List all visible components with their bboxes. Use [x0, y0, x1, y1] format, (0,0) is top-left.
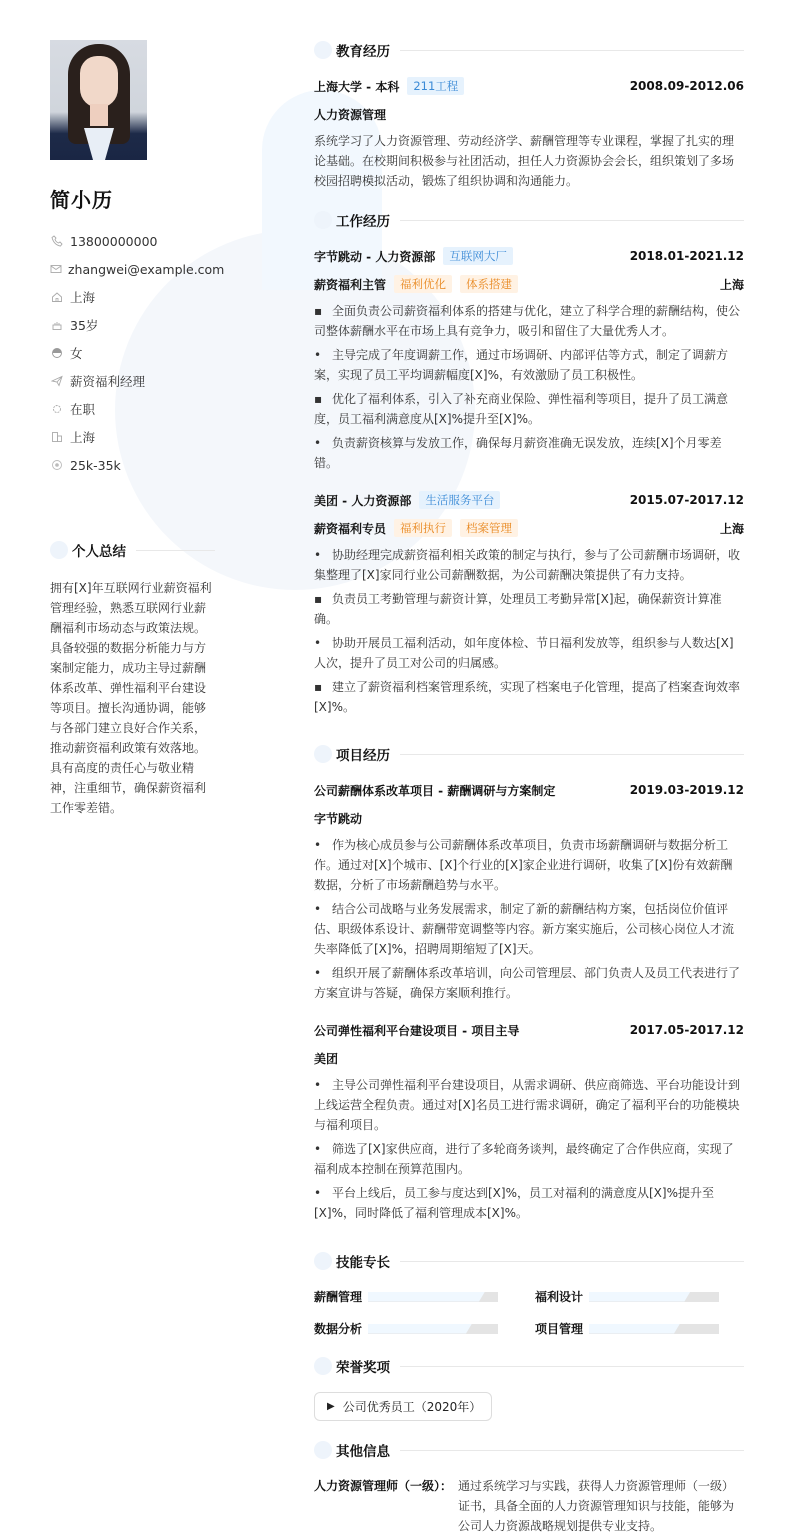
section-header-work — [314, 210, 744, 230]
list-item: • 主导完成了年度调薪工作，通过市场调研、内部评估等方式，制定了调薪方案，实现了员工平均调薪幅度[X]%，有效激励了员工积极性。 — [314, 348, 729, 382]
section-header-projects — [314, 744, 744, 764]
skill-bar — [368, 1324, 498, 1334]
section-dot-icon — [314, 41, 332, 59]
phone-icon — [50, 234, 64, 248]
skill-item — [314, 1288, 498, 1305]
skill-bar — [368, 1292, 498, 1302]
role-title: 薪资福利主管 — [314, 277, 387, 292]
award-label: 公司优秀员工（2020年） — [342, 1400, 482, 1414]
work-role-row — [314, 519, 744, 537]
summary-text: 拥有[X]年互联网行业薪资福利管理经验，熟悉互联网行业薪酬福利市场动态与政策法规。具备较强的数据分析能力与方案制定能力，成功主导过薪酬体系改革、弹性福利平台建设等项目。擅长沟通协调，能够与各部门建立良好合作关系，推动薪资福利政策有效落地。具有高度的责任心与敬业精神，注重细节，确保薪资福利工作零差错。 — [50, 581, 212, 815]
section-dot-icon — [314, 745, 332, 763]
info-status — [50, 395, 220, 423]
company-tag: 互联网大厂 — [443, 247, 513, 265]
info-phone — [50, 227, 220, 255]
list-item: ▪ 建立了薪资福利档案管理系统，实现了档案电子化管理，提高了档案查询效率[X]%。 — [314, 680, 741, 714]
section-dot-icon — [314, 1252, 332, 1270]
divider — [400, 1366, 744, 1367]
project-header — [314, 1021, 744, 1039]
work-header — [314, 491, 744, 509]
send-icon — [50, 374, 64, 388]
company-name: 字节跳动 - 人力资源部 — [314, 249, 436, 264]
divider — [400, 220, 744, 221]
section-header-education — [314, 40, 744, 60]
phone-text: 13800000000 — [70, 233, 158, 249]
skill-bar — [589, 1324, 719, 1334]
play-triangle-icon: ▶ — [327, 1401, 335, 1412]
work-bullets — [314, 301, 744, 477]
project-bullets — [314, 1075, 744, 1227]
project-org: 字节跳动 — [314, 811, 363, 826]
list-item: ▪ 优化了福利体系，引入了补充商业保险、弹性福利等项目，提升了员工满意度，员工福利满意度从[X]%提升至[X]%。 — [314, 392, 729, 426]
list-item: • 负责薪资核算与发放工作，确保每月薪资准确无误发放，连续[X]个月零差错。 — [314, 436, 722, 470]
skill-name: 数据分析 — [314, 1322, 363, 1336]
info-email — [50, 255, 225, 283]
work-bullets — [314, 545, 744, 721]
info-gender — [50, 339, 220, 367]
work-header — [314, 247, 744, 265]
divider — [400, 1450, 744, 1451]
home-city-text: 上海 — [70, 290, 96, 305]
candidate-name: 简小历 — [50, 188, 113, 212]
section-header-summary — [50, 540, 215, 560]
list-item: • 组织开展了薪酬体系改革培训，向公司管理层、部门负责人及员工代表进行了方案宣讲与答疑，确保方案顺利推行。 — [314, 966, 741, 1000]
list-item: • 协助开展员工福利活动，如年度体检、节日福利发放等，组织参与人数达[X]人次，提升了员工对公司的归属感。 — [314, 636, 734, 670]
skill-name: 福利设计 — [535, 1290, 584, 1304]
skill-bar — [589, 1292, 719, 1302]
status-text: 在职 — [70, 402, 96, 417]
company-name: 美团 - 人力资源部 — [314, 493, 412, 508]
list-item: • 结合公司战略与业务发展需求，制定了新的薪酬结构方案，包括岗位价值评估、职级体系设计、薪酬带宽调整等内容。新方案实施后，公司核心岗位人才流失率降低了[X]%，招聘周期缩短了[X]天。 — [314, 902, 735, 956]
gender-text: 女 — [70, 346, 83, 361]
skill-item — [314, 1320, 498, 1337]
major: 人力资源管理 — [314, 107, 387, 122]
email-text: zhangwei@example.com — [68, 261, 225, 277]
project-bullets — [314, 835, 744, 1007]
section-dot-icon — [314, 211, 332, 229]
gender-icon — [50, 346, 64, 360]
skill-item — [535, 1320, 719, 1337]
status-icon — [50, 402, 64, 416]
education-description: 系统学习了人力资源管理、劳动经济学、薪酬管理等专业课程，掌握了扎实的理论基础。在校期间积极参与社团活动，担任人力资源协会会长，组织策划了多场校园招聘模拟活动，锻炼了组织协调和沟通能力。 — [314, 134, 735, 188]
salary-icon — [50, 458, 64, 472]
profile-sidebar — [50, 40, 225, 479]
work-role-row — [314, 275, 744, 293]
work-date: 2015.07-2017.12 — [629, 493, 744, 507]
section-title: 其他信息 — [336, 1444, 390, 1460]
salary-text: 25k-35k — [70, 457, 121, 473]
list-item: • 主导公司弹性福利平台建设项目，从需求调研、供应商筛选、平台功能设计到上线运营全程负责。通过对[X]名员工进行需求调研，确定了福利平台的功能模块与福利项目。 — [314, 1078, 741, 1132]
target-job-text: 薪资福利经理 — [70, 374, 146, 389]
building-icon — [50, 430, 64, 444]
info-home — [50, 283, 220, 311]
project-date: 2017.05-2017.12 — [629, 1023, 744, 1037]
age-text: 35岁 — [70, 318, 99, 333]
list-item: ▪ 负责员工考勤管理与薪资计算，处理员工考勤异常[X]起，确保薪资计算准确。 — [314, 592, 722, 626]
list-item: ▪ 全面负责公司薪资福利体系的搭建与优化，建立了科学合理的薪酬结构，使公司整体薪酬水平在市场上具有竞争力，吸引和留住了大量优秀人才。 — [314, 304, 741, 338]
mail-icon — [50, 262, 62, 276]
school-name: 上海大学 - 本科 — [314, 79, 400, 94]
list-item: • 平台上线后，员工参与度达到[X]%，员工对福利的满意度从[X]%提升至[X]%，同时降低了福利管理成本[X]%。 — [314, 1186, 714, 1220]
info-target-job — [50, 367, 220, 395]
section-dot-icon — [314, 1357, 332, 1375]
list-item: • 协助经理完成薪资福利相关政策的制定与执行，参与了公司薪酬市场调研，收集整理了[X]家同行业公司薪酬数据，为公司薪酬决策提供了有力支持。 — [314, 548, 741, 582]
work-date: 2018.01-2021.12 — [629, 249, 744, 263]
project-org-row — [314, 1049, 744, 1067]
other-info-item — [314, 1476, 744, 1536]
section-title: 技能专长 — [336, 1255, 390, 1271]
work-location: 上海 — [719, 277, 744, 292]
project-name: 公司薪酬体系改革项目 - 薪酬调研与方案制定 — [314, 783, 556, 798]
section-header-skills — [314, 1251, 744, 1271]
role-tag: 体系搭建 — [460, 275, 518, 293]
section-title: 个人总结 — [72, 544, 126, 560]
divider — [400, 1261, 744, 1262]
list-item: • 筛选了[X]家供应商，进行了多轮商务谈判，最终确定了合作供应商，实现了福利成本控制在预算范围内。 — [314, 1142, 734, 1176]
project-date: 2019.03-2019.12 — [629, 783, 744, 797]
section-dot-icon — [50, 541, 68, 559]
divider — [400, 754, 744, 755]
section-title: 教育经历 — [336, 44, 390, 60]
section-dot-icon — [314, 1441, 332, 1459]
award-item[interactable] — [314, 1392, 492, 1421]
role-tag: 福利优化 — [394, 275, 452, 293]
other-info-value: 通过系统学习与实践，获得人力资源管理师（一级）证书，具备全面的人力资源管理知识与技能，能够为公司人力资源战略规划提供专业支持。 — [458, 1479, 735, 1533]
section-header-other — [314, 1440, 744, 1460]
contact-info-list — [50, 227, 225, 479]
education-date: 2008.09-2012.06 — [629, 79, 744, 93]
section-title: 工作经历 — [336, 214, 390, 230]
other-info-key: 人力资源管理师（一级）： — [314, 1479, 453, 1493]
skill-name: 项目管理 — [535, 1322, 584, 1336]
info-age — [50, 311, 220, 339]
age-icon — [50, 318, 64, 332]
section-title: 项目经历 — [336, 748, 390, 764]
role-title: 薪资福利专员 — [314, 521, 387, 536]
project-org: 美团 — [314, 1051, 339, 1066]
project-header — [314, 781, 744, 799]
project-name: 公司弹性福利平台建设项目 - 项目主导 — [314, 1023, 520, 1038]
work-city-text: 上海 — [70, 430, 96, 445]
info-work-city — [50, 423, 220, 451]
list-item: • 作为核心成员参与公司薪酬体系改革项目，负责市场薪酬调研与数据分析工作。通过对[X]个城市、[X]个行业的[X]家企业进行调研，收集了[X]份有效薪酬数据，分析了市场薪酬趋势与水平。 — [314, 838, 733, 892]
role-tag: 福利执行 — [394, 519, 452, 537]
skill-item — [535, 1288, 719, 1305]
work-location: 上海 — [719, 521, 744, 536]
avatar-photo — [50, 40, 147, 160]
school-tag: 211工程 — [407, 77, 464, 95]
company-tag: 生活服务平台 — [419, 491, 500, 509]
education-header — [314, 77, 744, 95]
education-major-row — [314, 105, 744, 123]
project-org-row — [314, 809, 744, 827]
divider — [400, 50, 744, 51]
section-header-awards — [314, 1356, 744, 1376]
role-tag: 档案管理 — [460, 519, 518, 537]
info-salary — [50, 451, 220, 479]
section-title: 荣誉奖项 — [336, 1360, 390, 1376]
home-icon — [50, 290, 64, 304]
skill-name: 薪酬管理 — [314, 1290, 363, 1304]
divider — [136, 550, 215, 551]
